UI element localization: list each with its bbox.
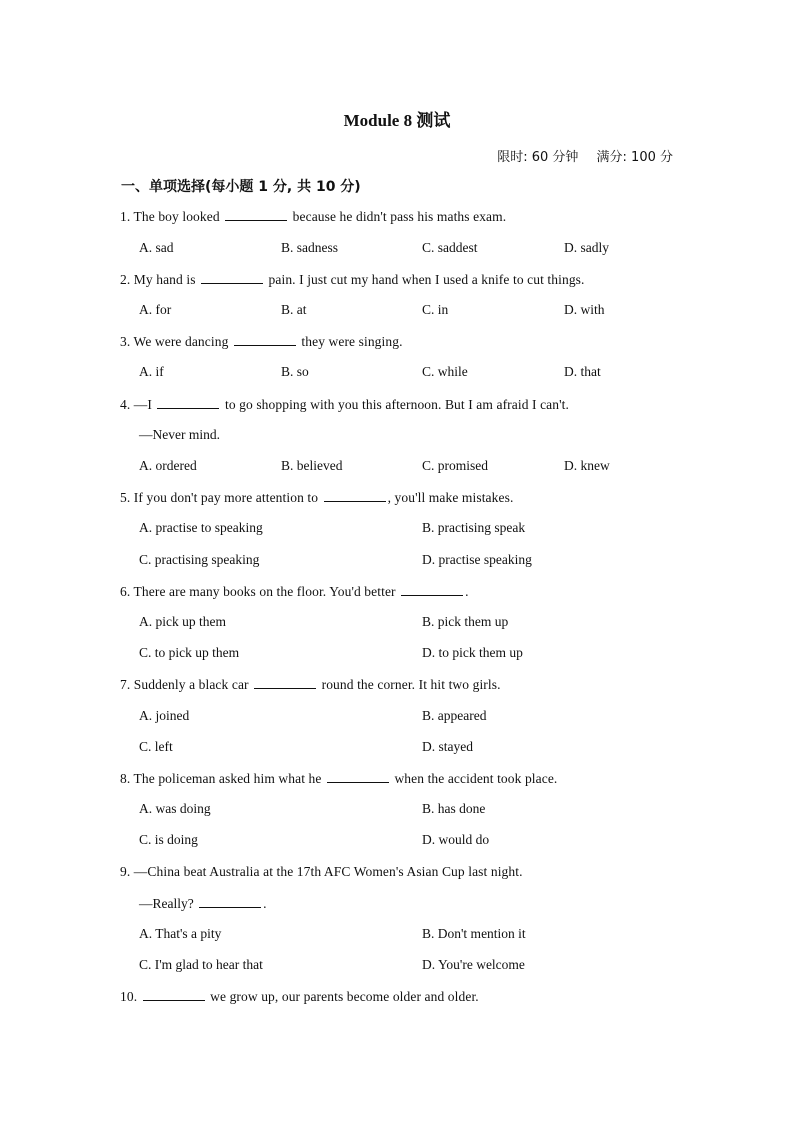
option-c: C. left bbox=[139, 739, 173, 754]
question-text: . bbox=[465, 584, 469, 599]
option-a: A. for bbox=[139, 302, 172, 317]
option-b: B. has done bbox=[422, 801, 486, 816]
answer-blank bbox=[201, 271, 263, 284]
question-text: 3. We were dancing bbox=[120, 334, 229, 349]
option-c: C. is doing bbox=[139, 832, 198, 847]
question-5 bbox=[120, 489, 513, 506]
option-b: B. believed bbox=[281, 458, 343, 473]
question-text: 6. There are many books on the floor. You'd better bbox=[120, 584, 396, 599]
option-d: D. would do bbox=[422, 832, 490, 847]
question-text: they were singing. bbox=[301, 334, 403, 349]
option-b: B. so bbox=[281, 364, 309, 379]
option-a: A. ordered bbox=[139, 458, 197, 473]
option-b: B. practising speak bbox=[422, 520, 526, 535]
question-text: . bbox=[263, 896, 267, 911]
option-c: C. promised bbox=[422, 458, 488, 473]
option-c: C. I'm glad to hear that bbox=[139, 957, 263, 972]
question-2 bbox=[120, 271, 585, 288]
option-a: A. pick up them bbox=[139, 614, 226, 629]
option-c: C. in bbox=[422, 302, 449, 317]
answer-blank bbox=[254, 676, 316, 689]
question-text: 1. The boy looked bbox=[120, 209, 220, 224]
section-heading bbox=[121, 176, 361, 196]
time-limit: 限时: 60 分钟 bbox=[497, 150, 579, 165]
question-text: 7. Suddenly a black car bbox=[120, 677, 249, 692]
option-d: D. stayed bbox=[422, 739, 473, 754]
question-text: because he didn't pass his maths exam. bbox=[292, 209, 507, 224]
option-d: D. practise speaking bbox=[422, 552, 532, 567]
option-a: A. joined bbox=[139, 708, 190, 723]
answer-blank bbox=[143, 988, 205, 1001]
answer-blank bbox=[157, 396, 219, 409]
option-a: A. sad bbox=[139, 240, 174, 255]
option-d: D. to pick them up bbox=[422, 645, 523, 660]
question-text: pain. I just cut my hand when I used a knife to cut things. bbox=[268, 272, 585, 287]
option-d: D. knew bbox=[564, 458, 610, 473]
question-text: 10. bbox=[120, 989, 138, 1004]
option-b: B. Don't mention it bbox=[422, 926, 526, 941]
question-10 bbox=[120, 988, 479, 1005]
question-text: 8. The policeman asked him what he bbox=[120, 771, 322, 786]
answer-blank bbox=[234, 333, 296, 346]
full-score: 满分: 100 分 bbox=[596, 150, 673, 165]
answer-blank bbox=[401, 583, 463, 596]
option-a: A. if bbox=[139, 364, 164, 379]
option-d: D. You're welcome bbox=[422, 957, 525, 972]
question-7 bbox=[120, 676, 501, 693]
question-9 bbox=[120, 864, 523, 880]
question-text: to go shopping with you this afternoon. But I am afraid I can't. bbox=[224, 397, 569, 412]
option-d: D. that bbox=[564, 364, 601, 379]
answer-blank bbox=[199, 895, 261, 908]
answer-blank bbox=[225, 208, 287, 221]
question-text: —Really? bbox=[139, 896, 194, 911]
question-1 bbox=[120, 208, 506, 225]
question-text: , you'll make mistakes. bbox=[387, 490, 514, 505]
question-3 bbox=[120, 333, 403, 350]
option-b: B. at bbox=[281, 302, 307, 317]
option-c: C. while bbox=[422, 364, 468, 379]
option-a: A. That's a pity bbox=[139, 926, 222, 941]
question-text: 4. —I bbox=[120, 397, 152, 412]
question-text: when the accident took place. bbox=[394, 771, 558, 786]
option-a: A. was doing bbox=[139, 801, 211, 816]
question-6 bbox=[120, 583, 469, 600]
dialogue-reply bbox=[139, 895, 266, 912]
answer-blank bbox=[324, 489, 386, 502]
option-d: D. sadly bbox=[564, 240, 609, 255]
question-8 bbox=[120, 770, 557, 787]
option-b: B. sadness bbox=[281, 240, 338, 255]
question-4 bbox=[120, 396, 569, 413]
option-b: B. pick them up bbox=[422, 614, 509, 629]
option-a: A. practise to speaking bbox=[139, 520, 263, 535]
option-c: C. practising speaking bbox=[139, 552, 260, 567]
option-c: C. to pick up them bbox=[139, 645, 240, 660]
dialogue-reply: —Never mind. bbox=[139, 427, 220, 442]
option-b: B. appeared bbox=[422, 708, 487, 723]
exam-meta bbox=[483, 146, 673, 165]
question-text: round the corner. It hit two girls. bbox=[321, 677, 501, 692]
question-text: we grow up, our parents become older and older. bbox=[210, 989, 479, 1004]
option-d: D. with bbox=[564, 302, 605, 317]
question-text: 9. —China beat Australia at the 17th AFC Women's Asian Cup last night. bbox=[120, 864, 523, 879]
option-c: C. saddest bbox=[422, 240, 478, 255]
answer-blank bbox=[327, 770, 389, 783]
question-text: 2. My hand is bbox=[120, 272, 196, 287]
question-text: 5. If you don't pay more attention to bbox=[120, 490, 319, 505]
section-title: 一、单项选择(每小题 1 分, 共 10 分) bbox=[121, 179, 361, 195]
page-title: Module 8 测试 bbox=[343, 111, 451, 130]
